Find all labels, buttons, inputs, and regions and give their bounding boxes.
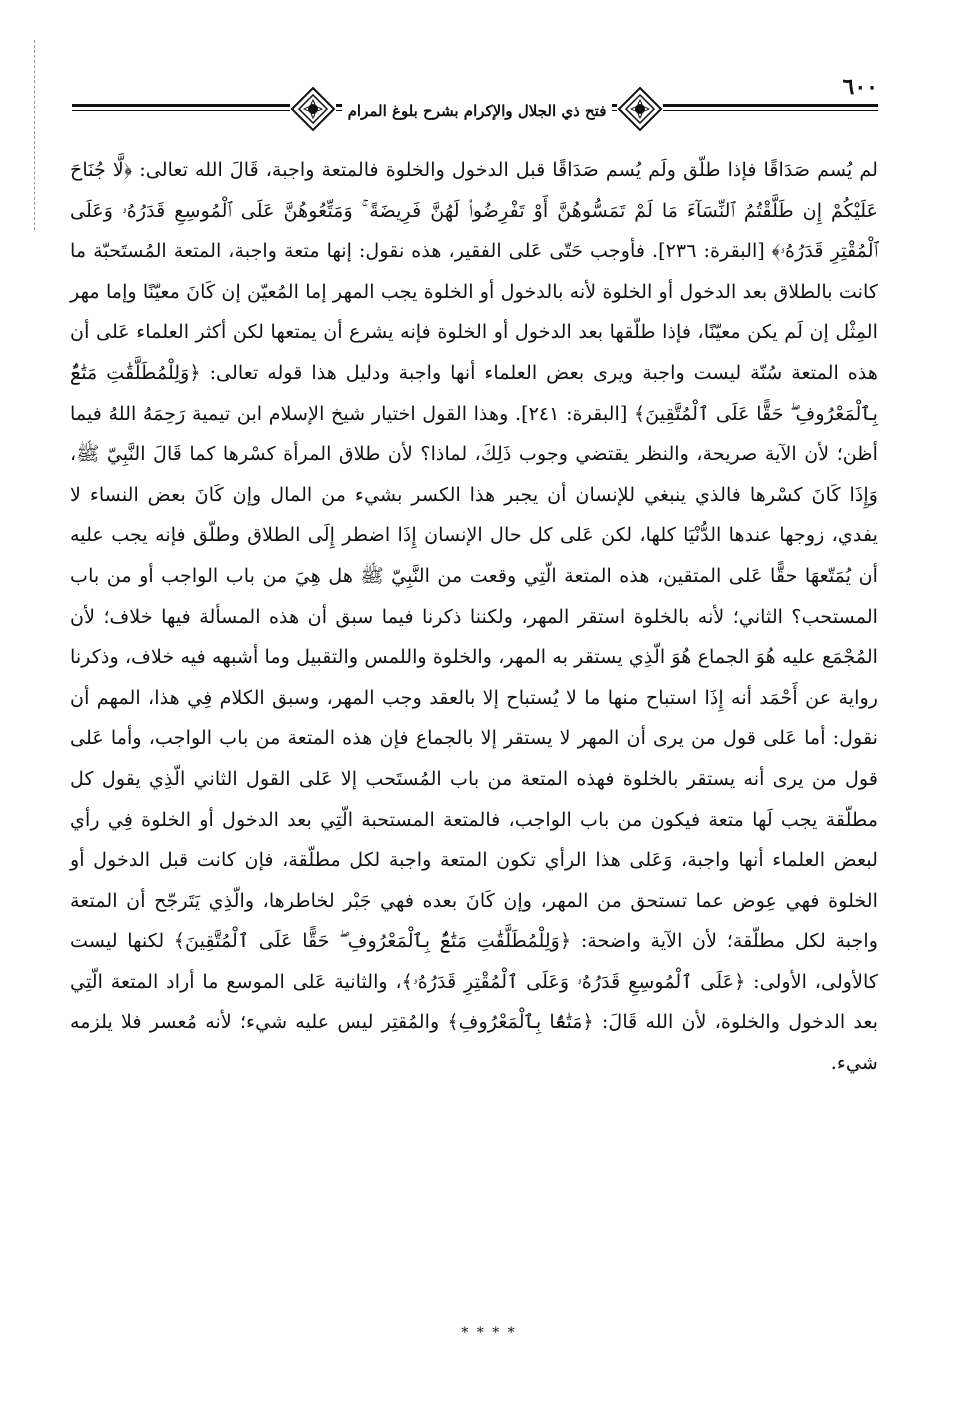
floral-ornament-icon xyxy=(617,86,663,132)
section-separator: * * * * xyxy=(461,1325,517,1341)
binding-margin-line xyxy=(34,40,35,230)
page-header xyxy=(72,74,878,142)
floral-ornament-icon xyxy=(290,86,336,132)
body-text xyxy=(70,150,878,1084)
running-title: فتح ذي الجلال والإكرام بشرح بلوغ المرام xyxy=(342,102,612,120)
page-number: ٦٠٠ xyxy=(842,74,878,100)
paragraph: لم يُسم صَدَاقًا فإذا طلّق ولَم يُسم صَدَاقًا قبل الدخول والخلوة فالمتعة واجبة، قَالَ الله تعالى: ﴿لَّا جُنَاحَ عَلَيْكُمْ إِن طَلَّقْتُمُ ٱلنِّسَآءَ مَا لَمْ تَمَسُّوهُنَّ أَوْ تَفْرِضُوا۟ لَهُنَّ فَرِيضَةً ۚ وَمَتِّعُوهُنَّ عَلَى ٱلْمُوسِعِ قَدَرُهُۥ وَعَلَى ٱلْمُقْتِرِ قَدَرُهُۥ﴾ [البقرة: ٢٣٦]. فأوجب حَتّى عَلى الفقير، هذه نقول: إنها متعة واجبة، المتعة المُستَحبّة ما كانت بالطلاق بعد الدخول أو الخلوة لأنه بالدخول أو الخلوة يجب المهر إما المُعيّن إن كَانَ معيّنًا وإما مهر المِثْل إن لَم يكن معيّنًا، فإذا طلّقها بعد الدخول أو الخلوة فإنه يشرع أن يمتعها لكن أكثر العلماء عَلى أن هذه المتعة سُنّة ليست واجبة ويرى بعض العلماء أنها واجبة ودليل هذا قوله تعالى: ﴿وَلِلْمُطَلَّقَٰتِ مَتَٰعٌۢ بِٱلْمَعْرُوفِ ۖ حَقًّا عَلَى ٱلْمُتَّقِينَ﴾ [البقرة: ٢٤١]. وهذا القول اختيار شيخ الإسلام ابن تيمية رَحِمَهُ اللهُ فيما أظن؛ لأن الآية صريحة، والنظر يقتضي وجوب ذَلِكَ، لماذا؟ لأن طلاق المرأة كسْرها كما قَالَ النَّبِيّ ﷺ، وَإِذَا كَانَ كسْرها فالذي ينبغي للإنسان أن يجبر هذا الكسر بشيء من المال وإن كَانَ بعض النساء لا يفدي، زوجها عندها الدُّنْيَا كلها، لكن عَلى كل حال الإنسان إِذَا اضطر إِلَى الطلاق وطلّق فإنه يجب عليه أن يُمَتّعهَا حقًّا عَلى المتقين، هذه المتعة الّتِي وقعت من النَّبِيّ ﷺ هل هِيَ من باب الواجب أو من باب المستحب؟ الثاني؛ لأنه بالخلوة استقر المهر، ولكننا ذكرنا فيما سبق أن هذه المسألة فيها خلاف؛ لأن المُجْمَع عليه هُوَ الجماع هُوَ الّذِي يستقر به المهر، والخلوة واللمس والتقبيل وما أشبهه فيه خلاف، وذكرنا رواية عن أَحْمَد أنه إِذَا استباح منها ما لا يُستباح إلا بالعقد وجب المهر، وسبق الكلام فِي هذا، المهم أن نقول: أما عَلى قول من يرى أن المهر لا يستقر إلا بالجماع فإن هذه المتعة من باب الواجب، وأما عَلى قول من يرى أنه يستقر بالخلوة فهذه المتعة من باب المُستَحب إلا عَلى القول الثاني الّذِي يقول كل مطلّقة يجب لَها متعة فيكون من باب الواجب، فالمتعة المستحبة الّتِي بعد الدخول أو الخلوة فِي رأي لبعض العلماء أنها واجبة، وَعَلى هذا الرأي تكون المتعة واجبة لكل مطلّقة، فإن كانت قبل الدخول أو الخلوة فهي عِوض عما تستحق من المهر، وإن كَانَ بعده فهي جَبْر لخاطرها، والّذِي يَتَرجّح أن المتعة واجبة لكل مطلّقة؛ لأن الآية واضحة: ﴿وَلِلْمُطَلَّقَٰتِ مَتَٰعٌۢ بِٱلْمَعْرُوفِ ۖ حَقًّا عَلَى ٱلْمُتَّقِينَ﴾ لكنها ليست كالأولى، الأولى: ﴿عَلَى ٱلْمُوسِعِ قَدَرُهُۥ وَعَلَى ٱلْمُقْتِرِ قَدَرُهُۥ﴾، والثانية عَلى الموسع ما أراد المتعة الّتِي بعد الدخول والخلوة، لأن الله قَالَ: ﴿مَتَٰعًۢا بِٱلْمَعْرُوفِ﴾ والمُقتِر ليس عليه شيء؛ لأنه مُعسر فلا يلزمه شيء. xyxy=(70,158,879,1075)
